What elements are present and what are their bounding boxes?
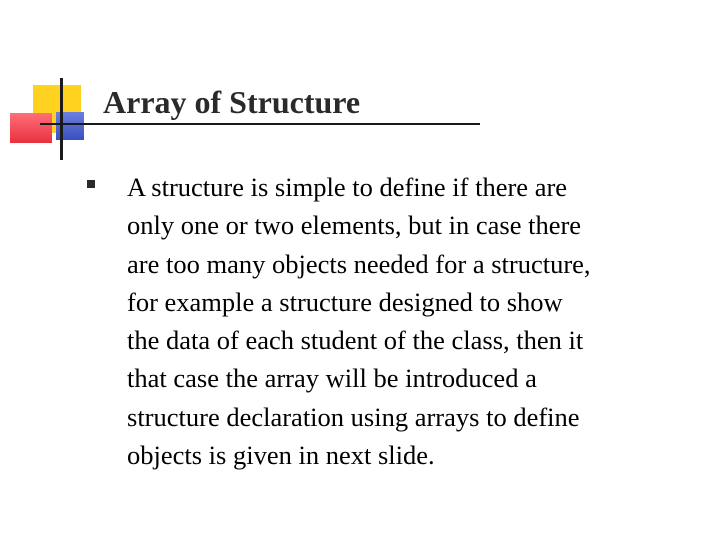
- bullet-line: the data of each student of the class, then it: [127, 325, 584, 356]
- bullet-line: only one or two elements, but in case there: [127, 210, 582, 241]
- title-underline: [40, 123, 480, 125]
- decoration-vertical-line: [60, 78, 63, 160]
- bullet-text: [127, 168, 697, 474]
- decoration-red-bar: [10, 113, 52, 143]
- title-decoration: [0, 0, 110, 170]
- bullet-line: objects is given in next slide.: [127, 440, 435, 471]
- bullet-line: structure declaration using arrays to define: [127, 401, 580, 432]
- bullet-line: for example a structure designed to show: [127, 286, 563, 317]
- bullet-square-icon: [87, 180, 95, 188]
- slide-title: Array of Structure: [103, 84, 361, 120]
- bullet-line: that case the array will be introduced a: [127, 363, 537, 394]
- bullet-line: are too many objects needed for a structure,: [127, 248, 591, 279]
- bullet-line: A structure is simple to define if there are: [127, 172, 568, 202]
